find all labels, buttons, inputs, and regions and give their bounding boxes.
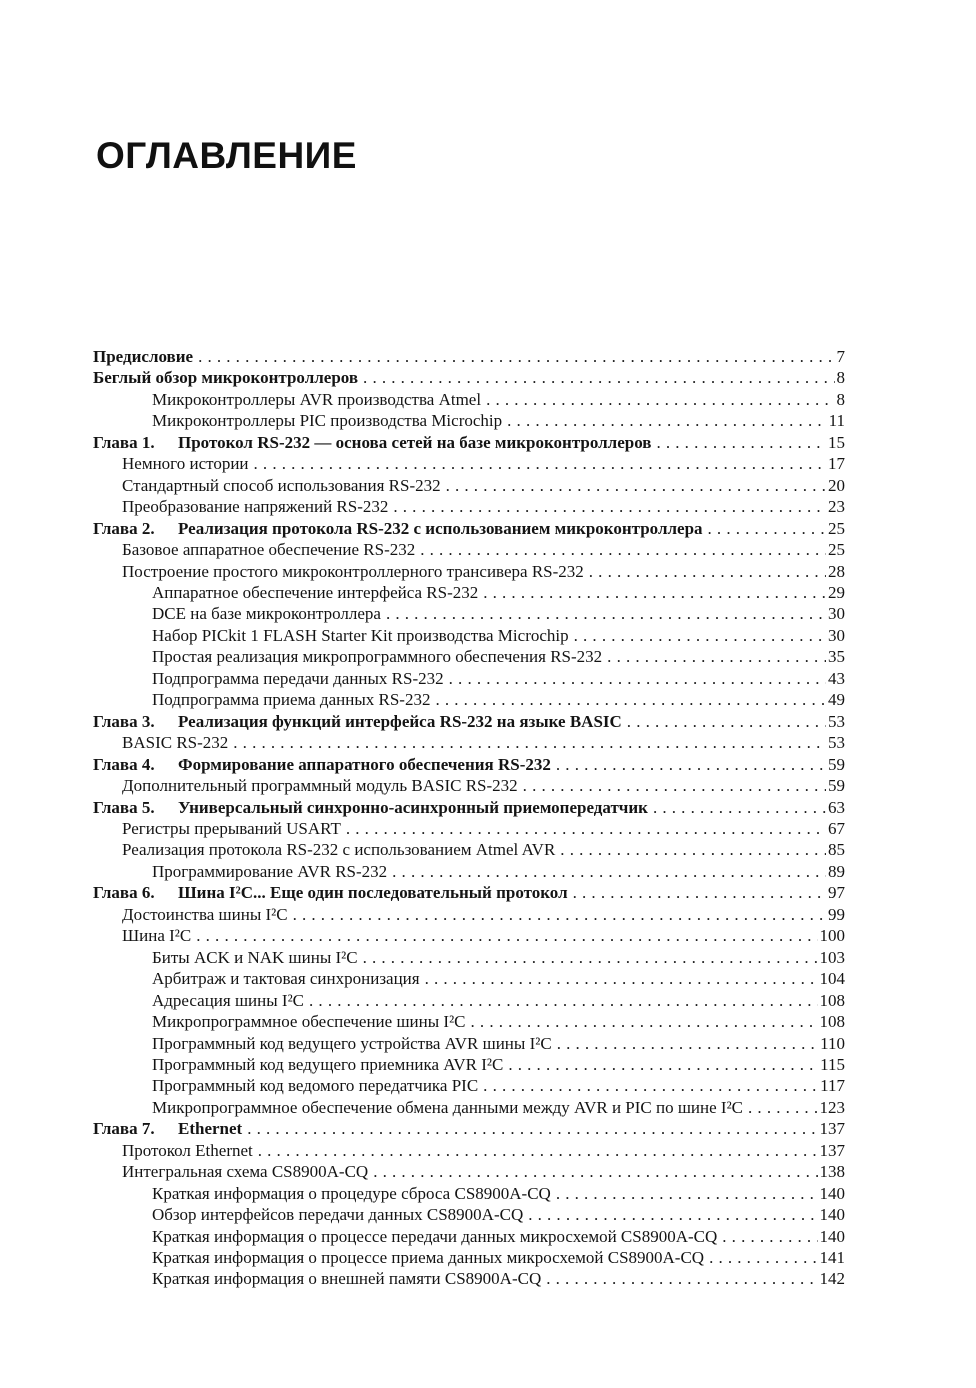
entry-page: 7 xyxy=(836,347,845,366)
entry-title: Универсальный синхронно-асинхронный приемопередатчик xyxy=(178,797,648,817)
dot-leader xyxy=(247,1118,817,1139)
entry-page: 53 xyxy=(828,711,845,731)
entry-page: 140 xyxy=(819,1205,845,1225)
entry-title: Базовое аппаратное обеспечение RS-232 xyxy=(122,540,416,560)
toc-entry xyxy=(93,990,845,1011)
entry-title: Микроконтроллеры PIC производства Microchip xyxy=(152,411,503,431)
dot-leader xyxy=(528,1204,817,1225)
toc-entry xyxy=(93,432,845,453)
toc-entry xyxy=(93,754,845,775)
toc-entry xyxy=(93,732,845,753)
chapter-label: Глава 3. xyxy=(93,711,155,731)
entry-title: Набор PICkit 1 FLASH Starter Kit производства Microchip xyxy=(152,625,569,645)
entry-page: 108 xyxy=(819,990,845,1010)
entry-page: 8 xyxy=(836,368,845,388)
toc-entry xyxy=(93,968,845,989)
dot-leader xyxy=(309,990,817,1011)
toc-entry xyxy=(93,711,845,732)
entry-title: Стандартный способ использования RS-232 xyxy=(122,475,441,495)
toc-entry xyxy=(93,410,845,431)
toc-entry xyxy=(93,561,845,582)
toc-entry xyxy=(93,1075,845,1096)
dot-leader xyxy=(653,797,826,818)
dot-leader xyxy=(393,496,826,517)
dot-leader xyxy=(748,1097,817,1118)
dot-leader xyxy=(574,625,826,646)
entry-title: Реализация протокола RS-232 с использованием Atmel AVR xyxy=(122,840,556,860)
toc-entry xyxy=(93,925,845,946)
entry-page: 43 xyxy=(828,668,845,688)
entry-page: 110 xyxy=(820,1033,845,1053)
dot-leader xyxy=(486,389,834,410)
entry-title: Аппаратное обеспечение интерфейса RS-232 xyxy=(152,582,479,602)
entry-page: 25 xyxy=(828,518,845,538)
toc-entry xyxy=(93,518,845,539)
entry-title: Краткая информация о внешней памяти CS8900A-CQ xyxy=(152,1269,542,1289)
entry-page: 30 xyxy=(828,604,845,624)
chapter-label: Глава 4. xyxy=(93,754,155,774)
dot-leader xyxy=(508,1054,818,1075)
entry-page: 30 xyxy=(828,625,845,645)
entry-page: 8 xyxy=(836,389,845,409)
toc-entry xyxy=(93,625,845,646)
entry-page: 97 xyxy=(828,883,845,903)
toc-entry xyxy=(93,1161,845,1182)
entry-title: Немного истории xyxy=(122,454,249,474)
dot-leader xyxy=(573,882,826,903)
toc-entry xyxy=(93,1204,845,1225)
entry-page: 11 xyxy=(828,411,845,431)
toc-entry xyxy=(93,1268,845,1289)
dot-leader xyxy=(523,775,826,796)
toc-entry xyxy=(93,797,845,818)
toc-entry xyxy=(93,496,845,517)
toc-entry xyxy=(93,389,845,410)
entry-title: Простая реализация микропрограммного обеспечения RS-232 xyxy=(152,647,603,667)
entry-page: 138 xyxy=(819,1162,845,1182)
toc-entry xyxy=(93,1118,845,1139)
toc-entry xyxy=(93,1097,845,1118)
dot-leader xyxy=(656,432,826,453)
entry-page: 108 xyxy=(819,1012,845,1032)
dot-leader xyxy=(722,1226,817,1247)
entry-title: Микропрограммное обеспечение обмена данными между AVR и PIC по шине I²C xyxy=(152,1097,744,1117)
toc-entry xyxy=(93,475,845,496)
toc-entry xyxy=(93,818,845,839)
toc-entry xyxy=(93,1247,845,1268)
entry-page: 53 xyxy=(828,733,845,753)
entry-title: Дополнительный программный модуль BASIC RS-232 xyxy=(122,776,518,796)
dot-leader xyxy=(471,1011,818,1032)
dot-leader xyxy=(386,603,826,624)
toc-entry xyxy=(93,904,845,925)
dot-leader xyxy=(233,732,826,753)
toc-entry xyxy=(93,582,845,603)
entry-page: 140 xyxy=(819,1226,845,1246)
entry-title: Реализация функций интерфейса RS-232 на языке BASIC xyxy=(178,711,622,731)
entry-page: 85 xyxy=(828,840,845,860)
entry-title: Подпрограмма приема данных RS-232 xyxy=(152,690,431,710)
dot-leader xyxy=(258,1140,818,1161)
toc-entry xyxy=(93,603,845,624)
toc-entry xyxy=(93,947,845,968)
entry-title: Шина I²C xyxy=(122,926,192,946)
dot-leader xyxy=(560,839,826,860)
toc-entry xyxy=(93,453,845,474)
toc-entry xyxy=(93,1011,845,1032)
page-title: ОГЛАВЛЕНИЕ xyxy=(96,135,357,176)
entry-title: Обзор интерфейсов передачи данных CS8900A-CQ xyxy=(152,1205,524,1225)
dot-leader xyxy=(449,668,826,689)
entry-page: 117 xyxy=(820,1076,845,1096)
entry-page: 140 xyxy=(819,1183,845,1203)
entry-title: Микроконтроллеры AVR производства Atmel xyxy=(152,389,482,409)
entry-page: 59 xyxy=(828,776,845,796)
dot-leader xyxy=(346,818,826,839)
entry-title: Преобразование напряжений RS-232 xyxy=(122,497,389,517)
dot-leader xyxy=(446,475,826,496)
entry-page: 103 xyxy=(819,947,845,967)
entry-page: 28 xyxy=(828,561,845,581)
entry-page: 142 xyxy=(819,1269,845,1289)
toc-entry xyxy=(93,775,845,796)
toc-entry xyxy=(93,367,845,388)
entry-title: Протокол RS-232 — основа сетей на базе микроконтроллеров xyxy=(178,432,652,452)
entry-page: 141 xyxy=(819,1248,845,1268)
entry-title: Программный код ведущего устройства AVR шины I²C xyxy=(152,1033,552,1053)
chapter-label: Глава 7. xyxy=(93,1119,155,1139)
entry-page: 29 xyxy=(828,582,845,602)
toc-entry xyxy=(93,1183,845,1204)
dot-leader xyxy=(709,1247,817,1268)
entry-title: Микропрограммное обеспечение шины I²C xyxy=(152,1012,466,1032)
toc-entry xyxy=(93,539,845,560)
entry-title: Программирование AVR RS-232 xyxy=(152,861,388,881)
dot-leader xyxy=(363,367,834,388)
chapter-label: Глава 2. xyxy=(93,518,155,538)
entry-page: 137 xyxy=(819,1119,845,1139)
dot-leader xyxy=(373,1161,817,1182)
dot-leader xyxy=(607,646,826,667)
dot-leader xyxy=(556,754,826,775)
entry-title: Шина I²C... Еще один последовательный протокол xyxy=(178,883,568,903)
entry-page: 15 xyxy=(828,432,845,452)
dot-leader xyxy=(557,1033,818,1054)
dot-leader xyxy=(483,582,826,603)
toc-entry xyxy=(93,1054,845,1075)
entry-title: DCE на базе микроконтроллера xyxy=(152,604,381,624)
entry-title: Интегральная схема CS8900A-CQ xyxy=(122,1162,369,1182)
chapter-label: Глава 6. xyxy=(93,883,155,903)
dot-leader xyxy=(198,346,834,367)
entry-title: Формирование аппаратного обеспечения RS-232 xyxy=(178,754,551,774)
entry-title: Арбитраж и тактовая синхронизация xyxy=(152,969,420,989)
entry-page: 20 xyxy=(828,475,845,495)
entry-page: 89 xyxy=(828,861,845,881)
entry-title: Программный код ведомого передатчика PIC xyxy=(152,1076,479,1096)
entry-title: Построение простого микроконтроллерного трансивера RS-232 xyxy=(122,561,584,581)
dot-leader xyxy=(392,861,826,882)
entry-page: 115 xyxy=(820,1054,845,1074)
entry-page: 63 xyxy=(828,797,845,817)
toc-entry xyxy=(93,839,845,860)
dot-leader xyxy=(363,947,818,968)
entry-title: Протокол Ethernet xyxy=(122,1140,253,1160)
entry-page: 17 xyxy=(828,454,845,474)
entry-title: Краткая информация о процедуре сброса CS8900A-CQ xyxy=(152,1183,551,1203)
entry-page: 25 xyxy=(828,540,845,560)
dot-leader xyxy=(420,539,826,560)
toc-entry xyxy=(93,1033,845,1054)
entry-title: Ethernet xyxy=(178,1119,243,1139)
entry-title: BASIC RS-232 xyxy=(122,733,229,753)
dot-leader xyxy=(435,689,826,710)
entry-title: Подпрограмма передачи данных RS-232 xyxy=(152,668,444,688)
entry-title: Предисловие xyxy=(93,347,194,366)
entry-page: 59 xyxy=(828,754,845,774)
entry-page: 104 xyxy=(819,969,845,989)
toc-entry xyxy=(93,1140,845,1161)
entry-title: Биты ACK и NAK шины I²C xyxy=(152,947,358,967)
entry-page: 67 xyxy=(828,818,845,838)
dot-leader xyxy=(627,711,826,732)
entry-title: Достоинства шины I²C xyxy=(122,904,288,924)
toc-entry xyxy=(93,1226,845,1247)
toc-entry xyxy=(93,346,845,367)
dot-leader xyxy=(425,968,818,989)
toc-list xyxy=(93,346,845,1290)
dot-leader xyxy=(254,453,826,474)
dot-leader xyxy=(556,1183,818,1204)
chapter-label: Глава 5. xyxy=(93,797,155,817)
entry-page: 23 xyxy=(828,497,845,517)
entry-title: Адресация шины I²C xyxy=(152,990,305,1010)
entry-page: 49 xyxy=(828,690,845,710)
chapter-label: Глава 1. xyxy=(93,432,155,452)
toc-entry xyxy=(93,689,845,710)
entry-title: Краткая информация о процессе приема данных микросхемой CS8900A-CQ xyxy=(152,1248,705,1268)
entry-page: 137 xyxy=(819,1140,845,1160)
toc-entry xyxy=(93,882,845,903)
dot-leader xyxy=(483,1075,818,1096)
dot-leader xyxy=(589,561,826,582)
dot-leader xyxy=(708,518,826,539)
entry-title: Беглый обзор микроконтроллеров xyxy=(93,368,359,388)
entry-title: Краткая информация о процессе передачи данных микросхемой CS8900A-CQ xyxy=(152,1226,718,1246)
toc-entry xyxy=(93,668,845,689)
dot-leader xyxy=(293,904,826,925)
toc-entry xyxy=(93,861,845,882)
entry-title: Реализация протокола RS-232 с использованием микроконтроллера xyxy=(178,518,703,538)
entry-page: 35 xyxy=(828,647,845,667)
toc-entry xyxy=(93,646,845,667)
entry-page: 100 xyxy=(819,926,845,946)
entry-title: Программный код ведущего приемника AVR I²C xyxy=(152,1054,504,1074)
dot-leader xyxy=(196,925,817,946)
entry-page: 123 xyxy=(819,1097,845,1117)
entry-page: 99 xyxy=(828,904,845,924)
dot-leader xyxy=(507,410,826,431)
entry-title: Регистры прерываний USART xyxy=(122,818,341,838)
dot-leader xyxy=(546,1268,817,1289)
